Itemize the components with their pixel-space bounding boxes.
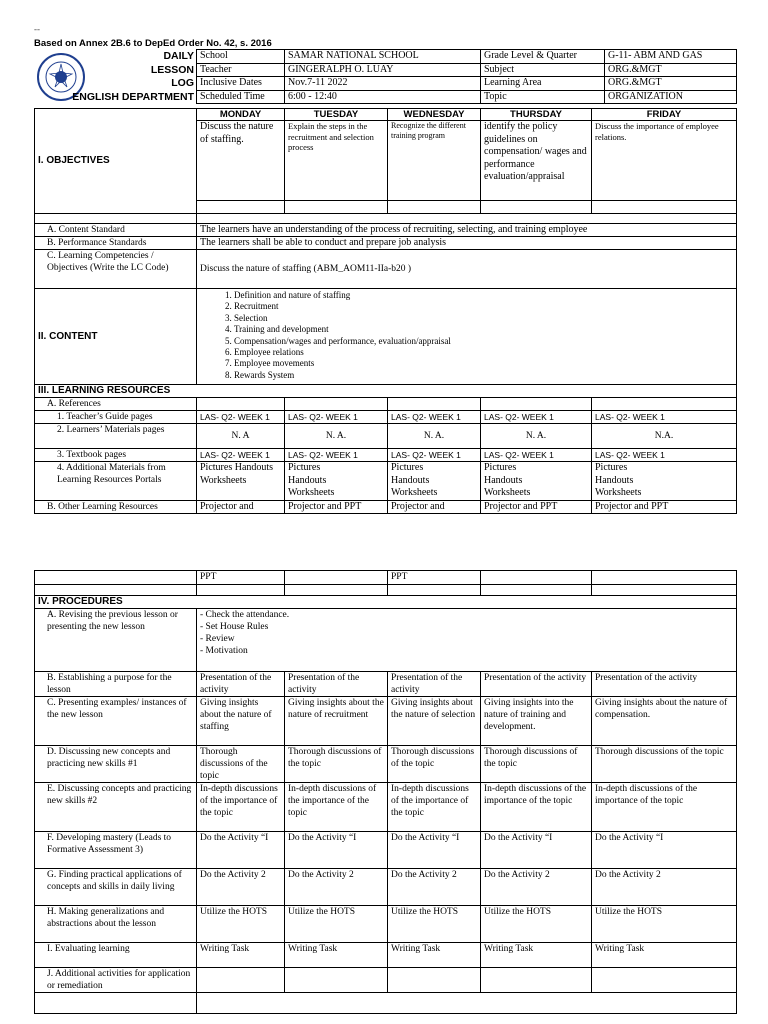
content-item: 8. Rewards System	[234, 370, 733, 381]
blank-cell	[35, 214, 197, 224]
continued-row	[35, 571, 737, 585]
procedure-cell	[481, 968, 592, 993]
blank-cell	[35, 993, 197, 1014]
blank-cell	[388, 200, 481, 213]
procedure-row-h	[35, 906, 737, 943]
header-left-block	[60, 50, 194, 104]
procedure-cell: Utilize the HOTS	[197, 906, 285, 943]
header-daily: DAILY	[163, 50, 194, 62]
procedure-cell: Do the Activity “I	[481, 832, 592, 869]
procedure-cell: In-depth discussions of the importance of the topic	[388, 783, 481, 832]
resource-cell: LAS- Q2- WEEK 1	[592, 411, 737, 424]
header-key: Subject	[481, 63, 605, 77]
resource-cell: N. A	[197, 424, 285, 449]
procedure-cell: Thorough discussions of the topic	[592, 746, 737, 783]
day-wednesday: WEDNESDAY	[388, 109, 481, 121]
blank-cell	[197, 200, 285, 213]
procedure-cell: Utilize the HOTS	[481, 906, 592, 943]
resource-text: Pictures Handouts Worksheets	[484, 462, 531, 498]
procedure-cell: Utilize the HOTS	[388, 906, 481, 943]
procedure-cell	[197, 968, 285, 993]
content-item: 6. Employee relations	[234, 347, 733, 358]
header-value: ORG.&MGT	[605, 63, 737, 77]
resource-cell: Projector and	[197, 501, 285, 514]
standard-label: A. Content Standard	[35, 224, 197, 237]
blank-cell	[481, 585, 592, 596]
procedure-row-d	[35, 746, 737, 783]
other-resources-row	[35, 501, 737, 514]
header-row	[197, 50, 737, 64]
resource-cell	[592, 462, 737, 501]
revising-line: - Check the attendance.	[200, 610, 290, 620]
resource-label: B. Other Learning Resources	[35, 501, 197, 514]
lm-pages-row	[35, 424, 737, 449]
textbook-pages-row	[35, 449, 737, 462]
procedure-label: E. Discussing concepts and practicing new skills #2	[35, 783, 197, 832]
resource-cell: N. A.	[481, 424, 592, 449]
header-department: ENGLISH DEPARTMENT	[72, 90, 194, 103]
blank-cell	[197, 398, 285, 411]
continued-cell: PPT	[197, 571, 285, 585]
procedure-label: J. Additional activities for application or remediation	[35, 968, 197, 993]
blank-cell	[481, 200, 592, 213]
trailing-row	[35, 993, 737, 1014]
procedure-label: I. Evaluating learning	[35, 943, 197, 968]
procedure-cell: Writing Task	[285, 943, 388, 968]
resource-cell: N.A.	[592, 424, 737, 449]
procedure-cell: Do the Activity “I	[197, 832, 285, 869]
objective-cell: identify the policy guidelines on compensation/ wages and performance evaluation/appraisal	[481, 121, 592, 201]
resource-text: Pictures Handouts Worksheets	[288, 462, 335, 498]
header-key: Scheduled Time	[197, 90, 285, 104]
top-marker: --	[34, 24, 40, 34]
procedure-row-j	[35, 968, 737, 993]
standard-label: B. Performance Standards	[35, 237, 197, 250]
procedure-cell	[592, 968, 737, 993]
header-info-table	[196, 49, 737, 104]
resource-cell: LAS- Q2- WEEK 1	[592, 449, 737, 462]
spacer-row	[35, 585, 737, 596]
objective-cell: Explain the steps in the recruitment and selection process	[285, 121, 388, 201]
procedure-cell: Writing Task	[388, 943, 481, 968]
resource-cell: LAS- Q2- WEEK 1	[481, 449, 592, 462]
blank-cell	[481, 398, 592, 411]
procedure-row-f	[35, 832, 737, 869]
references-row	[35, 398, 737, 411]
procedure-cell: Do the Activity “I	[285, 832, 388, 869]
objectives-label: I. OBJECTIVES	[35, 109, 197, 214]
continued-cell: PPT	[388, 571, 481, 585]
day-tuesday: TUESDAY	[285, 109, 388, 121]
performance-standard-row	[35, 237, 737, 250]
procedure-cell: Presentation of the activity	[285, 672, 388, 697]
procedure-cell: Giving insights about the nature of recruitment	[285, 697, 388, 746]
procedure-cell: Do the Activity 2	[388, 869, 481, 906]
resources-row	[35, 385, 737, 398]
header-key: Inclusive Dates	[197, 77, 285, 91]
header-key: Grade Level & Quarter	[481, 50, 605, 64]
header-value: G-11- ABM AND GAS	[605, 50, 737, 64]
header-log: LOG	[171, 77, 194, 89]
content-label: II. CONTENT	[35, 289, 197, 385]
objective-cell: Discuss the nature of staffing.	[197, 121, 285, 201]
day-thursday: THURSDAY	[481, 109, 592, 121]
procedure-cell: Thorough discussions of the topic	[481, 746, 592, 783]
revising-line: - Review	[200, 634, 235, 644]
procedure-cell: Do the Activity 2	[285, 869, 388, 906]
procedure-cell: In-depth discussions of the importance of the topic	[197, 783, 285, 832]
resource-label: 1. Teacher’s Guide pages	[35, 411, 197, 424]
content-row	[35, 289, 737, 385]
procedure-cell: Giving insights about the nature of compensation.	[592, 697, 737, 746]
revising-line: - Set House Rules	[200, 622, 269, 632]
header-row	[197, 77, 737, 91]
day-friday: FRIDAY	[592, 109, 737, 121]
resource-cell: LAS- Q2- WEEK 1	[388, 449, 481, 462]
procedure-cell: Presentation of the activity	[481, 672, 592, 697]
lesson-table-page1	[34, 108, 737, 514]
header-value: 6:00 - 12:40	[285, 90, 481, 104]
days-header-row	[35, 109, 737, 121]
content-list	[200, 290, 733, 381]
procedure-cell: In-depth discussions of the importance of the topic	[285, 783, 388, 832]
procedure-row-b	[35, 672, 737, 697]
procedures-row	[35, 596, 737, 609]
procedure-cell: Writing Task	[592, 943, 737, 968]
resource-cell: N. A.	[388, 424, 481, 449]
procedure-row-c	[35, 697, 737, 746]
revising-row	[35, 609, 737, 672]
procedure-cell: Presentation of the activity	[592, 672, 737, 697]
blank-cell	[592, 398, 737, 411]
procedure-cell	[388, 968, 481, 993]
procedure-cell: Do the Activity “I	[592, 832, 737, 869]
header-value: Nov.7-11 2022	[285, 77, 481, 91]
blank-cell	[285, 398, 388, 411]
blank-cell	[285, 200, 388, 213]
resource-label: 2. Learners’ Materials pages	[35, 424, 197, 449]
annex-note: Based on Annex 2B.6 to DepEd Order No. 42, s. 2016	[34, 38, 272, 49]
header-lesson: LESSON	[150, 63, 194, 76]
standard-text: The learners have an understanding of the process of recruiting, selecting, and training employee	[197, 224, 737, 237]
procedure-row-e	[35, 783, 737, 832]
procedure-cell: Giving insights about the nature of staffing	[197, 697, 285, 746]
spacer-row	[35, 214, 737, 224]
header-row	[197, 90, 737, 104]
procedure-cell	[285, 968, 388, 993]
blank-cell	[35, 571, 197, 585]
procedure-cell: Do the Activity 2	[481, 869, 592, 906]
procedure-cell: Giving insights about the nature of selection	[388, 697, 481, 746]
resource-cell: LAS- Q2- WEEK 1	[197, 411, 285, 424]
content-item: 1. Definition and nature of staffing	[234, 290, 733, 301]
header-value: GINGERALPH O. LUAY	[285, 63, 481, 77]
procedure-label: B. Establishing a purpose for the lesson	[35, 672, 197, 697]
resource-cell: LAS- Q2- WEEK 1	[388, 411, 481, 424]
resource-cell: LAS- Q2- WEEK 1	[285, 411, 388, 424]
resource-text: Pictures Handouts Worksheets	[595, 462, 642, 498]
blank-cell	[197, 993, 737, 1014]
procedure-cell: Utilize the HOTS	[592, 906, 737, 943]
content-item: 4. Training and development	[234, 324, 733, 335]
header-value: SAMAR NATIONAL SCHOOL	[285, 50, 481, 64]
content-item: 2. Recruitment	[234, 301, 733, 312]
standard-label: C. Learning Competencies / Objectives (Write the LC Code)	[35, 250, 197, 289]
additional-materials-row	[35, 462, 737, 501]
header-key: Learning Area	[481, 77, 605, 91]
resource-cell	[285, 462, 388, 501]
resources-label: III. LEARNING RESOURCES	[35, 385, 737, 398]
blank-cell	[285, 585, 388, 596]
continued-cell	[592, 571, 737, 585]
procedure-row-g	[35, 869, 737, 906]
procedure-label: H. Making generalizations and abstractions about the lesson	[35, 906, 197, 943]
procedure-cell: Utilize the HOTS	[285, 906, 388, 943]
header-key: School	[197, 50, 285, 64]
procedure-label: F. Developing mastery (Leads to Formative Assessment 3)	[35, 832, 197, 869]
procedure-cell: Thorough discussions of the topic	[197, 746, 285, 783]
procedure-cell: Thorough discussions of the topic	[285, 746, 388, 783]
content-item: 5. Compensation/wages and performance, evaluation/appraisal	[234, 336, 733, 347]
blank-cell	[197, 214, 737, 224]
header-row	[197, 63, 737, 77]
standard-text	[197, 250, 737, 289]
header-value: ORG.&MGT	[605, 77, 737, 91]
resource-cell: Projector and PPT	[285, 501, 388, 514]
procedure-label: C. Presenting examples/ instances of the new lesson	[35, 697, 197, 746]
procedure-cell: Do the Activity “I	[388, 832, 481, 869]
content-item: 3. Selection	[234, 313, 733, 324]
day-monday: MONDAY	[197, 109, 285, 121]
procedure-cell: Writing Task	[481, 943, 592, 968]
resource-cell: LAS- Q2- WEEK 1	[285, 449, 388, 462]
tg-pages-row	[35, 411, 737, 424]
procedure-label: A. Revising the previous lesson or presenting the new lesson	[35, 609, 197, 672]
blank-cell	[592, 585, 737, 596]
procedure-cell: Writing Task	[197, 943, 285, 968]
procedure-row-i	[35, 943, 737, 968]
resource-cell	[481, 462, 592, 501]
procedure-cell: Presentation of the activity	[197, 672, 285, 697]
procedure-cell: In-depth discussions of the importance of the topic	[592, 783, 737, 832]
procedure-cell: Presentation of the activity	[388, 672, 481, 697]
header-value: ORGANIZATION	[605, 90, 737, 104]
revising-line: - Motivation	[200, 646, 248, 656]
resource-cell	[388, 462, 481, 501]
procedure-label: G. Finding practical applications of concepts and skills in daily living	[35, 869, 197, 906]
procedure-cell: Thorough discussions of the topic	[388, 746, 481, 783]
blank-cell	[35, 585, 197, 596]
resource-label: 4. Additional Materials from Learning Resources Portals	[35, 462, 197, 501]
references-label: A. References	[35, 398, 197, 411]
blank-cell	[388, 585, 481, 596]
objective-cell: Discuss the importance of employee relations.	[592, 121, 737, 201]
resource-cell: LAS- Q2- WEEK 1	[197, 449, 285, 462]
header-key: Topic	[481, 90, 605, 104]
resource-cell: N. A.	[285, 424, 388, 449]
resource-text: Pictures Handouts Worksheets	[391, 462, 438, 498]
procedure-cell: Do the Activity 2	[197, 869, 285, 906]
standard-text: The learners shall be able to conduct and prepare job analysis	[197, 237, 737, 250]
procedure-cell: Do the Activity 2	[592, 869, 737, 906]
revising-cell	[197, 609, 737, 672]
resource-cell: LAS- Q2- WEEK 1	[481, 411, 592, 424]
resource-cell: Projector and PPT	[592, 501, 737, 514]
procedure-cell: In-depth discussions of the importance of the topic	[481, 783, 592, 832]
procedures-label: IV. PROCEDURES	[35, 596, 737, 609]
resource-label: 3. Textbook pages	[35, 449, 197, 462]
content-item: 7. Employee movements	[234, 358, 733, 369]
continued-cell	[481, 571, 592, 585]
content-standard-row	[35, 224, 737, 237]
continued-cell	[285, 571, 388, 585]
content-list-cell	[197, 289, 737, 385]
procedure-cell: Giving insights into the nature of training and development.	[481, 697, 592, 746]
resource-cell: Pictures Handouts Worksheets	[197, 462, 285, 501]
resource-cell: Projector and PPT	[481, 501, 592, 514]
competencies-row	[35, 250, 737, 289]
resource-cell: Projector and	[388, 501, 481, 514]
lesson-table-page2	[34, 570, 737, 1014]
competency-text: Discuss the nature of staffing (ABM_AOM11-IIa-b20 )	[200, 264, 412, 274]
blank-cell	[388, 398, 481, 411]
blank-cell	[197, 585, 285, 596]
blank-cell	[592, 200, 737, 213]
procedure-label: D. Discussing new concepts and practicing new skills #1	[35, 746, 197, 783]
objective-cell: Recognize the different training program	[388, 121, 481, 201]
header-key: Teacher	[197, 63, 285, 77]
